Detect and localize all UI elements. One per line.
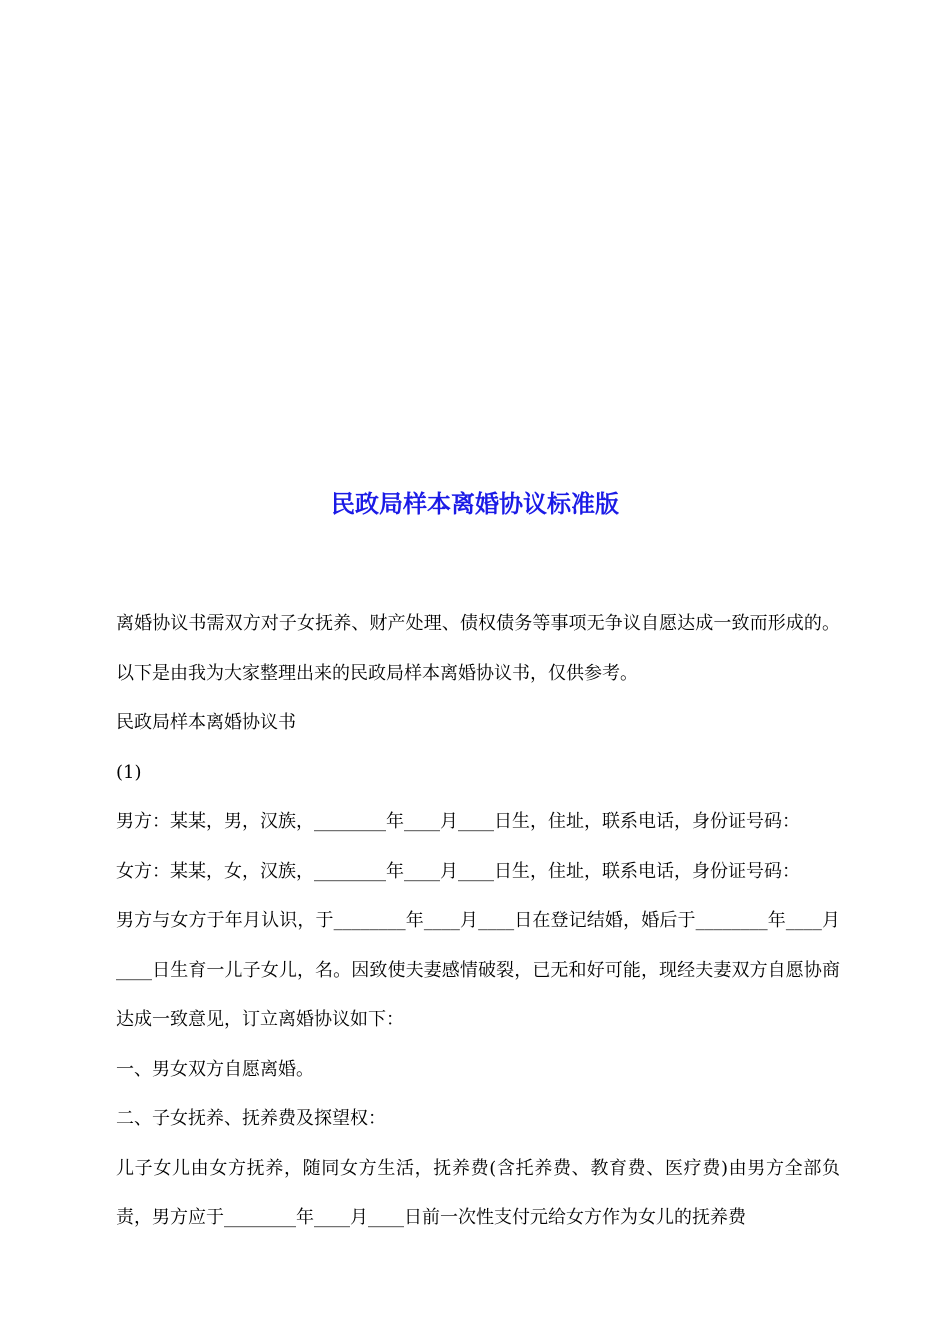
- intro-paragraph: 离婚协议书需双方对子女抚养、财产处理、债权债务等事项无争议自愿达成一致而形成的。以下是由我为大家整理出来的民政局样本离婚协议书，仅供参考。: [116, 613, 840, 684]
- child-custody-paragraph: 儿子女儿由女方抚养，随同女方生活，抚养费(含托养费、教育费、医疗费)由男方全部负责，男方应于________年____月____日前一次性支付元给女方作为女儿的抚养费: [116, 1157, 840, 1228]
- male-party-line: 男方：某某，男，汉族，________年____月____日生，住址，联系电话，身份证号码：: [116, 811, 800, 832]
- section-number: (1): [116, 761, 142, 783]
- document-body: [116, 599, 840, 1243]
- marriage-background-paragraph: 男方与女方于年月认识，于________年____月____日在登记结婚，婚后于________年____月____日生育一儿子女儿，名。因致使夫妻感情破裂，已无和好可能，现经夫妻双方自愿协商达成一致意见，订立离婚协议如下：: [116, 910, 840, 1030]
- clause-one: 一、男女双方自愿离婚。: [116, 1058, 314, 1080]
- female-party-line: 女方：某某，女，汉族，________年____月____日生，住址，联系电话，身份证号码：: [116, 860, 800, 882]
- document-title: 民政局样本离婚协议标准版: [331, 490, 619, 518]
- clause-two-heading: 二、子女抚养、抚养费及探望权：: [116, 1108, 386, 1129]
- section-heading: 民政局样本离婚协议书: [116, 712, 296, 733]
